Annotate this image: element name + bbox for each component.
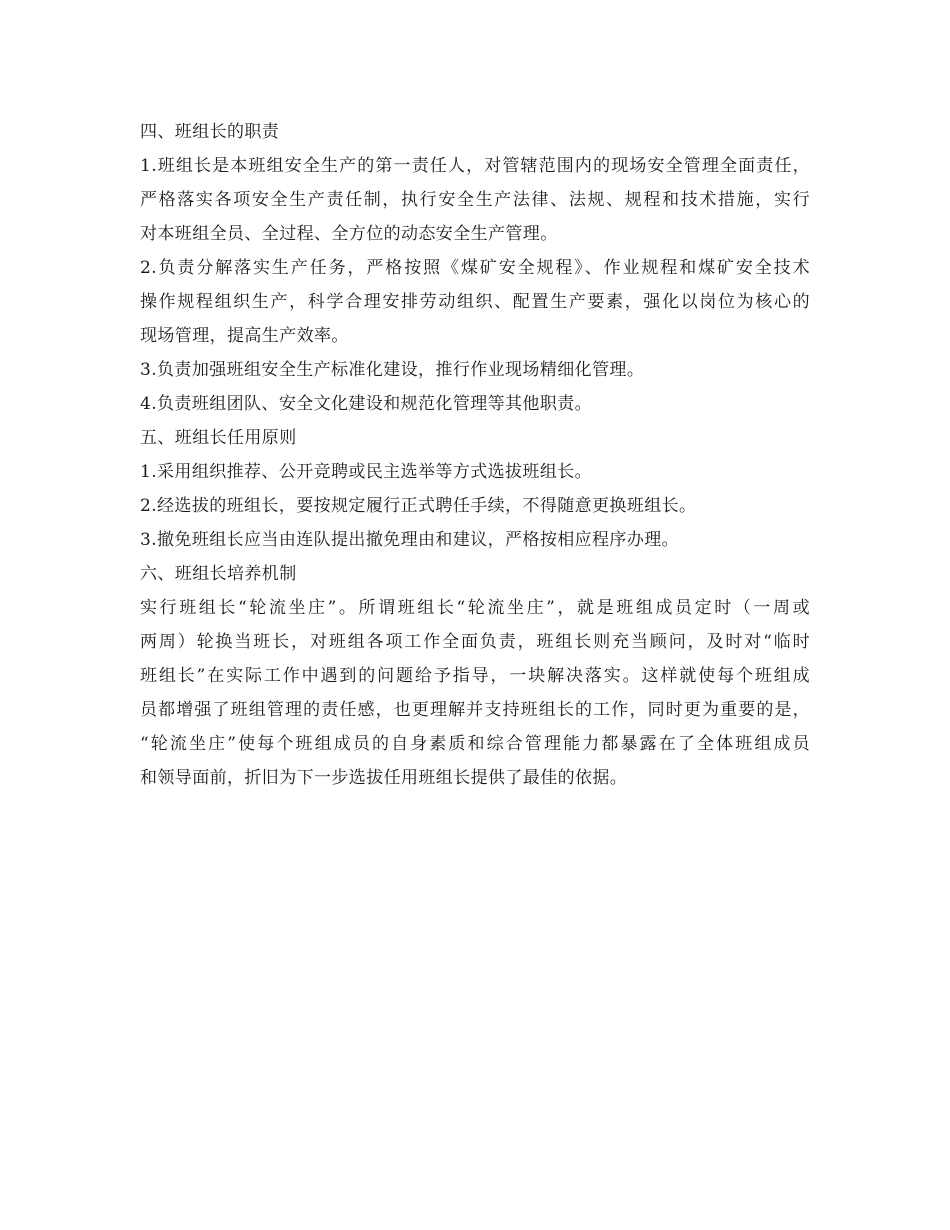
text-line: 操作规程组织生产，科学合理安排劳动组织、配置生产要素，强化以岗位为核心的	[140, 292, 810, 312]
text-line: 两周）轮换当班长，对班组各项工作全面负责，班组长则充当顾问，及时对“临时	[140, 632, 810, 652]
text-line: 4.负责班组团队、安全文化建设和规范化管理等其他职责。	[140, 394, 593, 414]
paragraph	[140, 387, 810, 421]
section-heading: 五、班组长任用原则	[140, 428, 297, 448]
section-training-mechanism	[140, 557, 810, 795]
text-line: 2.经选拔的班组长，要按规定履行正式聘任手续，不得随意更换班组长。	[140, 496, 697, 516]
text-line: 对本班组全员、全过程、全方位的动态安全生产管理。	[140, 224, 558, 244]
text-line: 3.撤免班组长应当由连队提出撤免理由和建议，严格按相应程序办理。	[140, 530, 680, 550]
paragraph	[140, 353, 810, 387]
section-heading: 四、班组长的职责	[140, 122, 280, 142]
text-line: “轮流坐庄”使每个班组成员的自身素质和综合管理能力都暴露在了全体班组成员	[140, 734, 810, 754]
text-line: 和领导面前，折旧为下一步选拔任用班组长提供了最佳的依据。	[140, 768, 628, 788]
text-line: 现场管理，提高生产效率。	[140, 326, 349, 346]
document-page	[140, 115, 810, 795]
paragraph	[140, 523, 810, 557]
text-line: 员都增强了班组管理的责任感，也更理解并支持班组长的工作，同时更为重要的是，	[140, 700, 810, 720]
text-line: 1.班组长是本班组安全生产的第一责任人，对管辖范围内的现场安全管理全面责任，	[140, 156, 810, 176]
text-line: 实行班组长“轮流坐庄”。所谓班组长“轮流坐庄”，就是班组成员定时（一周或	[140, 598, 810, 618]
text-line: 严格落实各项安全生产责任制，执行安全生产法律、法规、规程和技术措施，实行	[140, 190, 810, 210]
text-line: 2.负责分解落实生产任务，严格按照《煤矿安全规程》、作业规程和煤矿安全技术	[140, 258, 810, 278]
paragraph	[140, 455, 810, 489]
section-appointment-principles	[140, 421, 810, 557]
text-line: 1.采用组织推荐、公开竞聘或民主选举等方式选拔班组长。	[140, 462, 593, 482]
text-line: 3.负责加强班组安全生产标准化建设，推行作业现场精细化管理。	[140, 360, 645, 380]
paragraph	[140, 149, 810, 251]
section-heading: 六、班组长培养机制	[140, 564, 297, 584]
paragraph	[140, 591, 810, 795]
paragraph	[140, 489, 810, 523]
text-line: 班组长”在实际工作中遇到的问题给予指导，一块解决落实。这样就使每个班组成	[140, 666, 810, 686]
paragraph	[140, 251, 810, 353]
section-duties	[140, 115, 810, 421]
